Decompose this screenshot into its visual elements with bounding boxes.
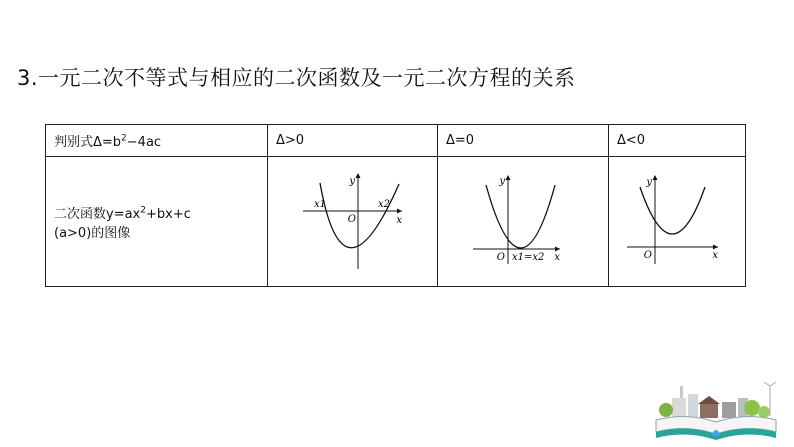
parabola-no-roots xyxy=(622,169,732,274)
x-axis-arrow xyxy=(713,245,718,250)
label-line-1: 二次函数$y=ax^2+bx+c$ xyxy=(54,205,191,222)
table-header-row xyxy=(46,125,746,157)
building-small xyxy=(722,402,736,418)
tree-right xyxy=(744,400,760,416)
graph-delta-zero xyxy=(438,157,609,287)
house-roof xyxy=(698,396,720,404)
y-axis-arrow xyxy=(506,175,511,180)
y-axis-arrow xyxy=(355,173,360,178)
double-root-label: x1=x2 xyxy=(512,252,545,263)
building-gray xyxy=(672,398,686,418)
parabola-curve xyxy=(640,187,705,234)
relationship-table xyxy=(45,124,746,287)
wind-turbine-blades xyxy=(764,382,776,393)
root-x2-label: x2 xyxy=(377,199,390,210)
parabola-two-roots xyxy=(298,169,408,274)
graph-row xyxy=(46,157,746,287)
origin-label: O xyxy=(643,250,652,261)
x-axis-arrow xyxy=(397,209,402,214)
x-label: x xyxy=(395,215,402,226)
house-brown xyxy=(700,404,718,418)
building-tower xyxy=(688,394,698,418)
tree-left xyxy=(659,403,673,417)
y-label: y xyxy=(499,176,505,187)
y-axis-arrow xyxy=(653,175,658,180)
x-axis-arrow xyxy=(555,247,560,252)
parabola-one-root xyxy=(468,169,578,274)
origin-label: O xyxy=(496,252,505,263)
discriminant-header: 判别式$\Delta=b^2-4ac$ xyxy=(46,125,268,157)
parabola-curve xyxy=(486,185,555,248)
delta-negative-header: Δ<0 xyxy=(609,125,746,157)
delta-zero-header: Δ=0 xyxy=(438,125,609,157)
quadratic-function-label xyxy=(46,157,268,287)
tree-far-right xyxy=(758,406,770,418)
graph-delta-positive xyxy=(268,157,438,287)
delta-positive-header: Δ>0 xyxy=(268,125,438,157)
y-label: y xyxy=(348,176,355,187)
parabola-curve xyxy=(320,183,399,248)
root-x1-label: x1 xyxy=(313,199,326,210)
graph-delta-negative xyxy=(609,157,746,287)
label-line-2: (a>0)的图像 xyxy=(54,225,131,241)
y-label: y xyxy=(646,177,652,188)
decorative-book-illustration xyxy=(652,376,782,444)
x-label: x xyxy=(712,250,718,261)
section-title: 3.一元二次不等式与相应的二次函数及一元二次方程的关系 xyxy=(17,66,576,90)
x-label: x xyxy=(554,252,560,263)
origin-label: O xyxy=(347,214,356,225)
